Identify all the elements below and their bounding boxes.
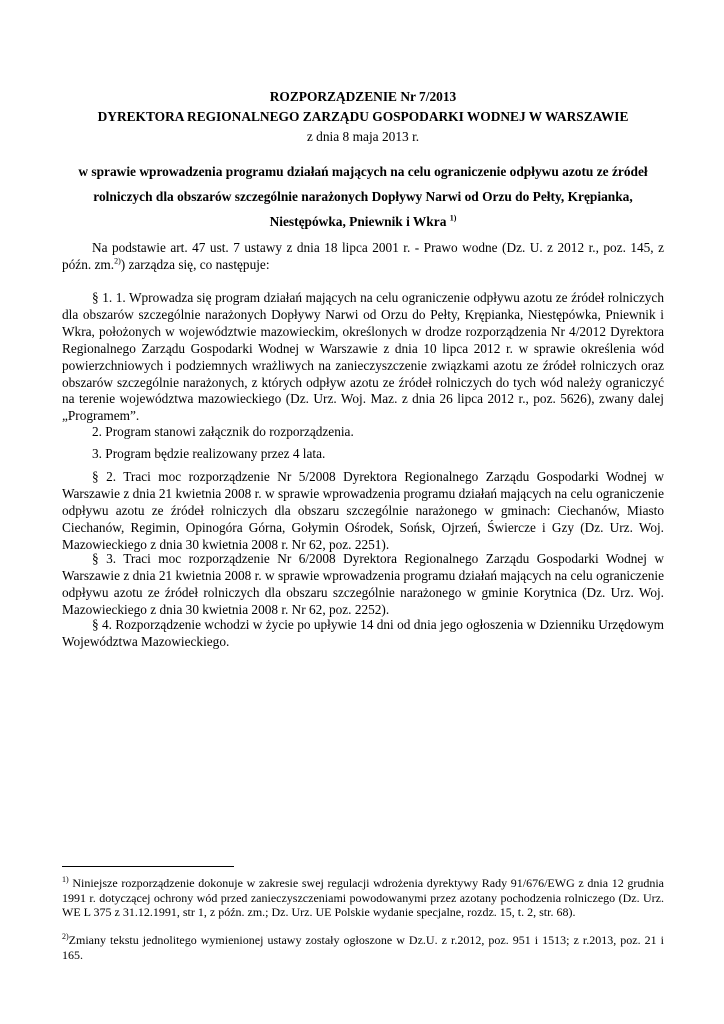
footnote-1 <box>62 876 664 920</box>
footnote-2-text: Zmiany tekstu jednolitego wymienionej ustawy zostały ogłoszone w Dz.U. z r.2012, poz. 951 i 1513; z r.2013, poz. 21 i 165. <box>62 933 664 962</box>
preamble-text-after: ) zarządza się, co następuje: <box>120 256 270 272</box>
footnote-ref-1: 1) <box>449 213 457 223</box>
footnote-ref-2: 2) <box>114 256 121 266</box>
paragraph-4: § 4. Rozporządzenie wchodzi w życie po upływie 14 dni od dnia jego ogłoszenia w Dzienniku Urzędowym Województwa Mazowieckiego. <box>62 617 664 649</box>
preamble <box>62 240 664 274</box>
subject-line-1: w sprawie wprowadzenia programu działań mających na celu ograniczenie odpływu azotu ze źródeł <box>78 164 648 179</box>
footnote-1-text: Niniejsze rozporządzenie dokonuje w zakresie swej regulacji wdrożenia dyrektywy Rady 91/676/EWG z dnia 12 grudnia 1991 r. dotyczącej ochrony wód przed zanieczyszczeniami powodowanymi przez azotany pochodzenia rolniczego (Dz. Urz. WE L 375 z 31.12.1991, str 1, z późn. zm.; Dz. Urz. UE Polskie wydanie specjalne, rozdz. 15, t. 2, str. 68). <box>62 876 665 920</box>
subject-line-3: Niestępówka, Pniewnik i Wkra <box>269 214 447 229</box>
regulation-title: ROZPORZĄDZENIE Nr 7/2013 <box>269 89 457 104</box>
issuer-title: DYREKTORA REGIONALNEGO ZARZĄDU GOSPODARKI WODNEJ W WARSZAWIE <box>97 109 629 124</box>
footnote-2 <box>62 933 664 962</box>
footnote-separator <box>62 866 234 867</box>
regulation-subject <box>62 159 664 234</box>
preamble-text-before: Na podstawie art. 47 ust. 7 ustawy z dnia 18 lipca 2001 r. - Prawo wodne (Dz. U. z 2012 r., poz. 145, z późn. zm. <box>62 240 664 272</box>
paragraph-2: § 2. Traci moc rozporządzenie Nr 5/2008 Dyrektora Regionalnego Zarządu Gospodarki Wodnej w Warszawie z dnia 21 kwietnia 2008 r. w sprawie wprowadzenia programu działań mających na celu ograniczenie odpływu azotu ze źródeł rolniczych dla obszaru szczególnie narażonego w gminach: Ciechanów, Miasto Ciechanów, Regimin, Opinogóra Górna, Gołymin Ośrodek, Sońsk, Ojrzeń, Świercze i Gzy (Dz. Urz. Woj. Mazowieckiego z dnia 30 kwietnia 2008 r. Nr 62, poz. 2251). <box>62 469 664 552</box>
document-page <box>62 0 664 1024</box>
paragraph-1: § 1. 1. Wprowadza się program działań mających na celu ograniczenie odpływu azotu ze źródeł rolniczych dla obszarów szczególnie narażonych Dopływy Narwi od Orzu do Pełty, Krępianka, Niestępówka, Pniewnik i Wkra, położonych w województwie mazowieckim, określonych w drodze rozporządzenia Nr 4/2012 Dyrektora Regionalnego Zarządu Gospodarki Wodnej w Warszawie z dnia 10 lipca 2012 r. w sprawie określenia wód powierzchniowych i podziemnych wrażliwych na zanieczyszczenie związkami azotu ze źródeł rolniczych oraz obszarów szczególnie narażonych, z których odpływ azotu ze źródeł rolniczych do tych wód należy ograniczyć na terenie województwa mazowieckiego (Dz. Urz. Woj. Maz. z dnia 26 lipca 2012 r., poz. 5626), zwany dalej „Programem”. <box>62 290 664 424</box>
paragraph-1-item-2: 2. Program stanowi załącznik do rozporządzenia. <box>92 424 354 439</box>
paragraph-3: § 3. Traci moc rozporządzenie Nr 6/2008 Dyrektora Regionalnego Zarządu Gospodarki Wodnej w Warszawie z dnia 21 kwietnia 2008 r. w sprawie wprowadzenia programu działań mających na celu ograniczenie odpływu azotu ze źródeł rolniczych dla obszaru szczególnie narażonego w gminie Korytnica (Dz. Urz. Woj. Mazowieckiego z dnia 30 kwietnia 2008 r. Nr 62, poz. 2252). <box>62 551 664 617</box>
paragraph-1-item-3: 3. Program będzie realizowany przez 4 lata. <box>92 446 326 461</box>
footnote-1-marker: 1) <box>62 875 69 884</box>
footnote-2-marker: 2) <box>62 932 69 941</box>
subject-line-2: rolniczych dla obszarów szczególnie narażonych Dopływy Narwi od Orzu do Pełty, Krępianka, <box>93 189 633 204</box>
regulation-date: z dnia 8 maja 2013 r. <box>306 129 420 144</box>
